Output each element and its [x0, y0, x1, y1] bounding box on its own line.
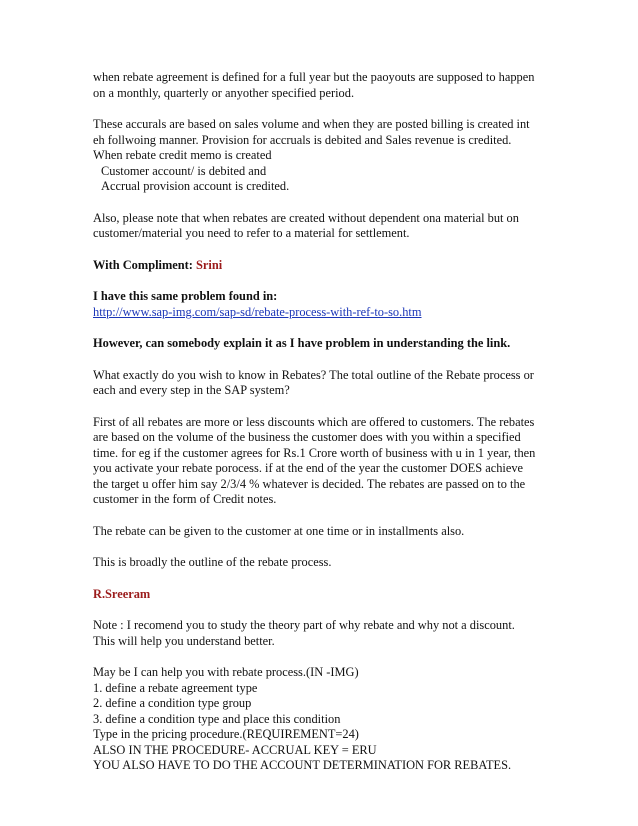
steps-paragraph [93, 665, 553, 774]
text-line: customer/material you need to refer to a material for settlement. [93, 226, 410, 240]
note-paragraph [93, 618, 553, 649]
text-line: are based on the volume of the business the customer does with you within a specified [93, 430, 521, 444]
text-line: Note : I recomend you to study the theory part of why rebate and why not a discount. [93, 618, 515, 632]
author-name: Srini [196, 257, 223, 272]
text-line: This is broadly the outline of the rebate process. [93, 555, 332, 569]
text-line: First of all rebates are more or less discounts which are offered to customers. The rebates [93, 414, 535, 429]
answer-paragraph [93, 368, 553, 399]
compliment-label: With Compliment: [93, 257, 197, 272]
compliment-line [93, 258, 553, 274]
question-paragraph [93, 336, 553, 352]
problem-paragraph [93, 289, 553, 320]
step-line: 2. define a condition type group [93, 696, 252, 710]
text-line: when rebate agreement is defined for a full year but the paoyouts are supposed to happen [93, 70, 535, 84]
author-signature [93, 587, 553, 603]
text-line: These accurals are based on sales volume and when they are posted billing is created int [93, 117, 530, 131]
step-line: May be I can help you with rebate process.(IN -IMG) [93, 665, 359, 679]
text-line: Accrual provision account is credited. [101, 179, 290, 193]
step-line: 1. define a rebate agreement type [93, 680, 258, 695]
step-line: YOU ALSO HAVE TO DO THE ACCOUNT DETERMINATION FOR REBATES. [93, 758, 512, 772]
accruals-paragraph [93, 117, 553, 195]
text-line: What exactly do you wish to know in Rebates? The total outline of the Rebate process or [93, 367, 534, 382]
explanation-paragraph [93, 415, 553, 508]
text-line: time. for eg if the customer agrees for Rs.1 Crore worth of business with u in 1 year, then [93, 445, 536, 460]
text-line: you activate your rebate porocess. if at the end of the year the customer DOES achieve [93, 461, 524, 475]
text-line: the target u offer him say 2/3/4 % whatever is decided. The rebates are passed on to the [93, 476, 526, 491]
text-line: The rebate can be given to the customer at one time or in installments also. [93, 523, 465, 538]
question-text: However, can somebody explain it as I have problem in understanding the link. [93, 336, 511, 350]
text-line: Also, please note that when rebates are created without dependent ona material but on [93, 210, 519, 225]
author2-name: R.Sreeram [93, 586, 151, 601]
document-page [93, 70, 553, 790]
step-line: 3. define a condition type and place this condition [93, 711, 341, 726]
text-line: customer in the form of Credit notes. [93, 492, 277, 506]
text-line: on a monthly, quarterly or anyother specified period. [93, 85, 355, 100]
step-line: ALSO IN THE PROCEDURE- ACCRUAL KEY = ERU [93, 742, 377, 757]
installments-paragraph [93, 524, 553, 540]
reference-link[interactable]: http://www.sap-img.com/sap-sd/rebate-process-with-ref-to-so.htm [93, 304, 422, 319]
text-line: eh follwoing manner. Provision for accruals is debited and Sales revenue is credited. [93, 132, 512, 147]
outline-paragraph [93, 555, 553, 571]
text-line: Customer account/ is debited and [101, 163, 267, 178]
problem-text: I have this same problem found in: [93, 289, 278, 303]
step-line: Type in the pricing procedure.(REQUIREMENT=24) [93, 727, 359, 741]
settlement-paragraph [93, 211, 553, 242]
intro-paragraph [93, 70, 553, 101]
text-line: When rebate credit memo is created [93, 148, 272, 162]
text-line: each and every step in the SAP system? [93, 383, 290, 397]
text-line: This will help you understand better. [93, 633, 275, 648]
